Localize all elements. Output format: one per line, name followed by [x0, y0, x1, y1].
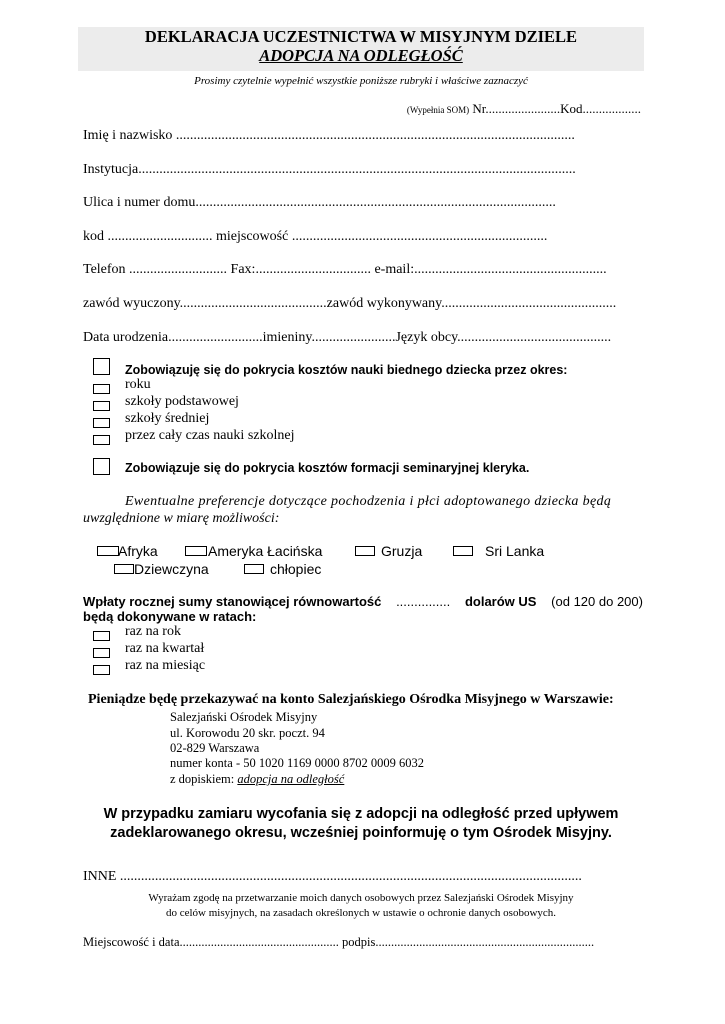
- payments-amount-field[interactable]: ...............: [396, 594, 451, 609]
- period-secondary-label: szkoły średniej: [125, 411, 210, 426]
- preferences-text-line1: Ewentualne preferencje dotyczące pochodzenia i płci adoptowanego dziecka będą: [125, 494, 612, 509]
- period-all-label: przez cały czas nauki szkolnej: [125, 428, 295, 443]
- consent-line1: Wyrażam zgodę na przetwarzanie moich danych osobowych przez Salezjański Ośrodek Misyjny: [148, 892, 574, 904]
- city-field[interactable]: kod .............................. miejscowość .........................................................................: [83, 229, 548, 244]
- installment-monthly-label: raz na miesiąc: [125, 658, 206, 673]
- payments-range: (od 120 do 200): [551, 594, 643, 609]
- institution-field[interactable]: Instytucja.............................................................................................................................: [83, 162, 576, 177]
- transfer-line2: ul. Korowodu 20 skr. poczt. 94: [170, 726, 325, 740]
- instructions-text: Prosimy czytelnie wypełnić wszystkie poniższe rubryki i właściwe zaznaczyć: [194, 75, 528, 87]
- payments-line2: będą dokonywane w ratach:: [83, 609, 257, 624]
- commitment-seminary-label: Zobowiązuje się do pokrycia kosztów formacji seminaryjnej kleryka.: [125, 461, 530, 475]
- name-field[interactable]: Imię i nazwisko ..................................................................................................................: [83, 128, 575, 143]
- region-srilanka-checkbox[interactable]: [453, 546, 473, 556]
- account-number: numer konta - 50 1020 1169 0000 8702 0009 6032: [170, 756, 425, 770]
- transfer-line3: 02-829 Warszawa: [170, 741, 260, 755]
- payments-text-part1: Wpłaty rocznej sumy stanowiącej równowartość: [83, 594, 382, 609]
- profession-field[interactable]: zawód wyuczony..........................................zawód wykonywany..................................................: [83, 296, 617, 311]
- region-latam-checkbox[interactable]: [185, 546, 207, 556]
- payments-line1: [83, 594, 643, 609]
- transfer-note-value: adopcja na odległość: [237, 772, 345, 786]
- commitment-seminary-checkbox[interactable]: [93, 458, 110, 475]
- commitment-education-label: Zobowiązuję się do pokrycia kosztów nauki biednego dziecka przez okres:: [125, 363, 568, 377]
- region-georgia-checkbox[interactable]: [355, 546, 375, 556]
- som-label: (Wypełnia SOM): [406, 105, 470, 115]
- street-field[interactable]: Ulica i numer domu.......................................................................................................: [83, 195, 556, 210]
- period-primary-checkbox[interactable]: [93, 401, 110, 411]
- period-primary-label: szkoły podstawowej: [125, 394, 239, 409]
- som-fields: [407, 101, 641, 117]
- installment-monthly-checkbox[interactable]: [93, 665, 110, 675]
- nr-kod-field[interactable]: Nr.......................Kod..................: [472, 101, 641, 116]
- installment-yearly-checkbox[interactable]: [93, 631, 110, 641]
- period-year-checkbox[interactable]: [93, 384, 110, 394]
- birth-field[interactable]: Data urodzenia...........................imieniny........................Język obcy............................................: [83, 330, 612, 345]
- region-africa-checkbox[interactable]: [97, 546, 119, 556]
- gender-girl-label: Dziewczyna: [134, 561, 209, 577]
- signature-field[interactable]: Miejscowość i data................................................... podpis......................................................................: [83, 935, 595, 949]
- phone-field[interactable]: Telefon ............................ Fax:................................. e-mail:.......................................................: [83, 262, 607, 277]
- transfer-note: [170, 772, 344, 787]
- region-africa-label: Afryka: [118, 543, 158, 559]
- page-title: DEKLARACJA UCZESTNICTWA W MISYJNYM DZIELE: [144, 27, 578, 46]
- transfer-heading: Pieniądze będę przekazywać na konto Salezjańskiego Ośrodka Misyjnego w Warszawie:: [88, 692, 614, 707]
- transfer-line1: Salezjański Ośrodek Misyjny: [170, 710, 318, 724]
- consent-line2: do celów misyjnych, na zasadach określonych w ustawie o ochronie danych osobowych.: [165, 907, 557, 919]
- transfer-note-prefix: z dopiskiem:: [170, 772, 238, 786]
- preferences-text-line2: uwzględnione w miarę możliwości:: [83, 511, 280, 526]
- withdrawal-line1: W przypadku zamiaru wycofania się z adopcji na odległość przed upływem: [103, 806, 619, 822]
- gender-boy-checkbox[interactable]: [244, 564, 264, 574]
- period-all-checkbox[interactable]: [93, 435, 110, 445]
- installment-yearly-label: raz na rok: [125, 624, 181, 639]
- payments-currency: dolarów US: [464, 594, 537, 609]
- installment-quarterly-checkbox[interactable]: [93, 648, 110, 658]
- commitment-education-checkbox[interactable]: [93, 358, 110, 375]
- page-subtitle-program: ADOPCJA NA ODLEGŁOŚĆ: [259, 46, 463, 65]
- gender-girl-checkbox[interactable]: [114, 564, 134, 574]
- region-latam-label: Ameryka Łacińska: [208, 543, 323, 559]
- region-srilanka-label: Sri Lanka: [485, 543, 545, 559]
- installment-quarterly-label: raz na kwartał: [125, 641, 205, 656]
- other-field[interactable]: INNE ....................................................................................................................................: [83, 869, 582, 884]
- withdrawal-line2: zadeklarowanego okresu, wcześniej poinformuję o tym Ośrodek Misyjny.: [110, 825, 612, 841]
- gender-boy-label: chłopiec: [270, 561, 322, 577]
- region-georgia-label: Gruzja: [381, 543, 423, 559]
- period-secondary-checkbox[interactable]: [93, 418, 110, 428]
- period-year-label: roku: [125, 377, 151, 392]
